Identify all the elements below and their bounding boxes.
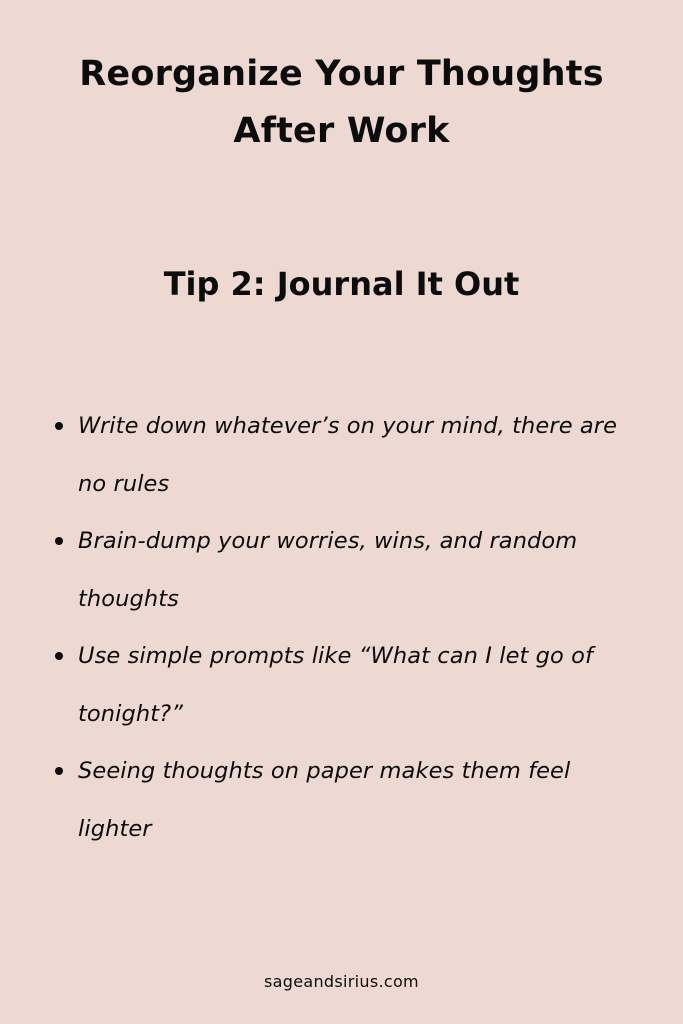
bullet-icon <box>55 422 63 430</box>
tip-heading: Tip 2: Journal It Out <box>163 265 520 303</box>
page-title <box>0 46 683 160</box>
tip-text-line-1: Write down whatever’s on your mind, there are <box>78 413 618 439</box>
page-title-line-1: Reorganize Your Thoughts <box>79 54 604 94</box>
tip-text-line-2: no rules <box>78 470 170 497</box>
tip-text-line-1: Seeing thoughts on paper makes them feel <box>78 758 571 784</box>
tips-list <box>78 398 658 858</box>
bullet-icon <box>55 537 63 545</box>
tip-text-line-2: thoughts <box>78 585 179 612</box>
tip-text-line-1: Use simple prompts like “What can I let go of <box>78 643 594 669</box>
tip-text-line-2: tonight?” <box>78 700 183 727</box>
website-credit: sageandsirius.com <box>264 972 419 991</box>
list-item <box>78 513 658 628</box>
tip-text-line-1: Brain-dump your worries, wins, and random <box>78 528 578 554</box>
bullet-icon <box>55 767 63 775</box>
list-item <box>78 398 658 513</box>
tip-text-line-2: lighter <box>78 815 152 842</box>
bullet-icon <box>55 652 63 660</box>
list-item <box>78 628 658 743</box>
list-item <box>78 743 658 858</box>
page-title-line-2: After Work <box>233 111 450 151</box>
